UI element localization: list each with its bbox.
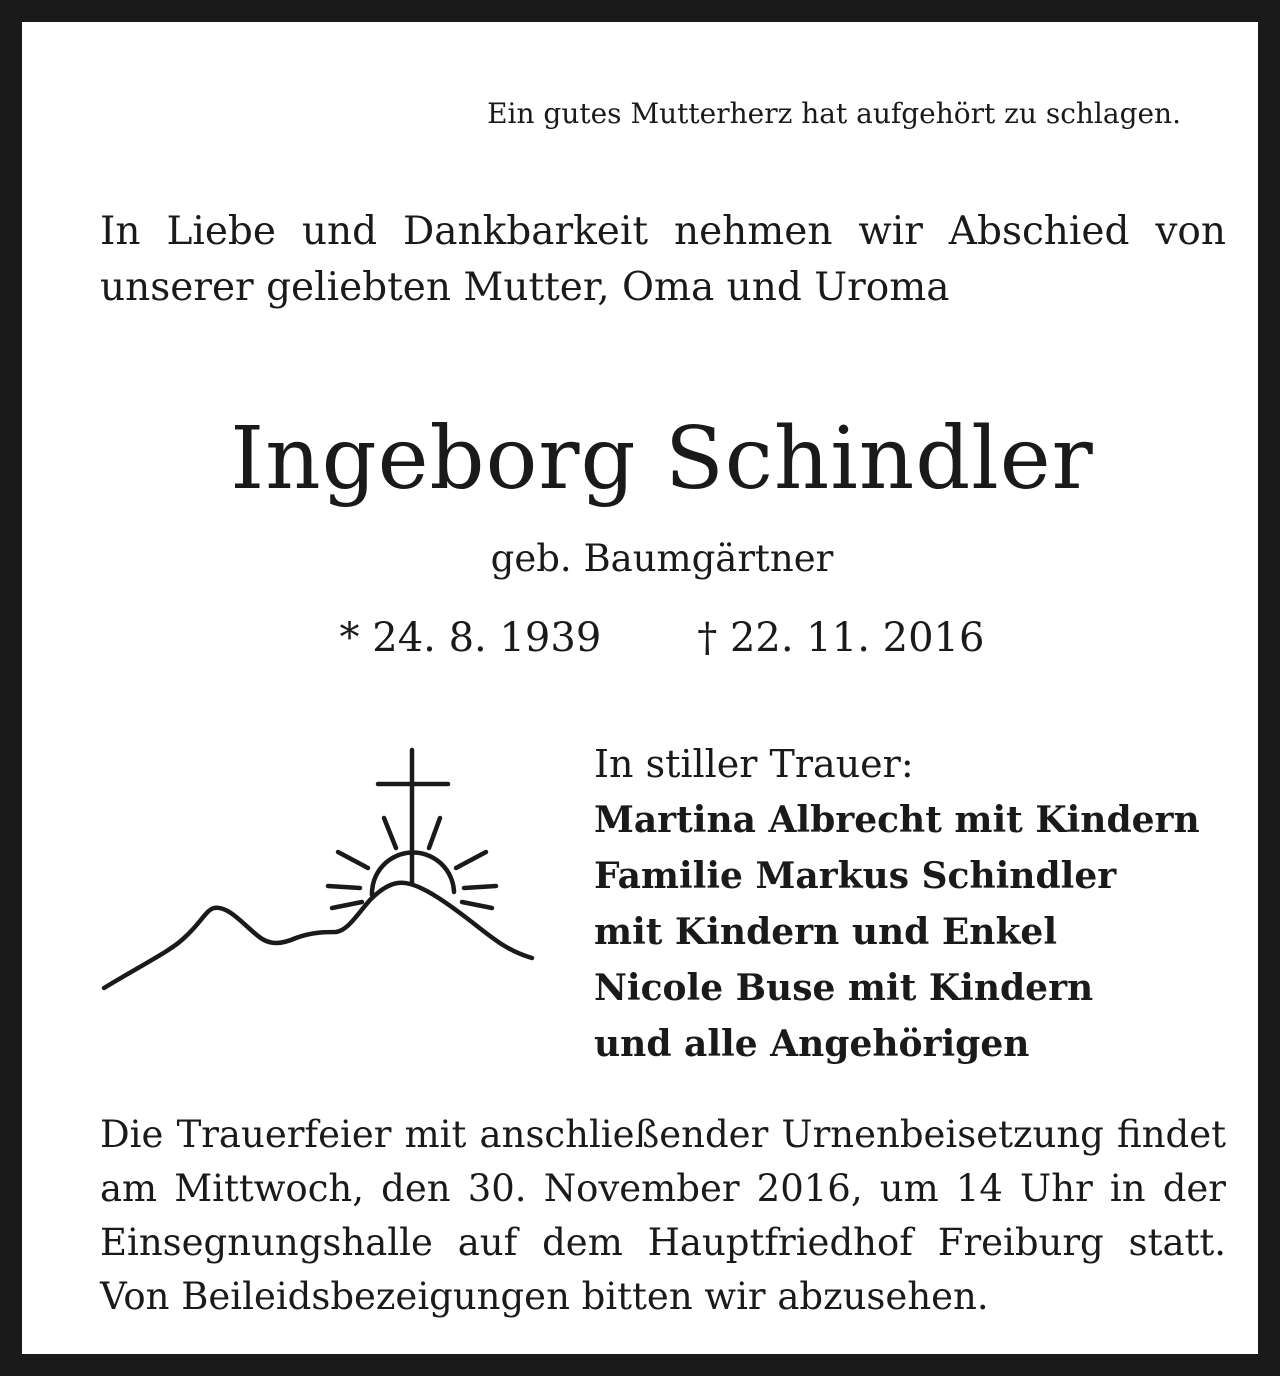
mourner-line: Martina Albrecht mit Kindern [594, 799, 1200, 841]
mourner-line: Familie Markus Schindler [594, 855, 1117, 897]
mourners-list [594, 736, 1200, 1072]
life-dates [22, 612, 1280, 664]
motto-text: Ein gutes Mutterherz hat aufgehört zu schlagen. [487, 97, 1181, 130]
birth-date: * 24. 8. 1939 [339, 615, 602, 661]
cross-on-mountain-with-sun-icon [92, 740, 552, 1000]
funeral-details: Die Trauerfeier mit anschließender Urnenbeisetzung findet am Mittwoch, den 30. November 2016, um 14 Uhr in der Einsegnungshalle auf dem Hauptfriedhof Freiburg statt. Von Beileidsbezeigungen bitten wir abzusehen. [100, 1113, 1226, 1318]
death-date: † 22. 11. 2016 [697, 615, 985, 661]
deceased-name: Ingeborg Schindler [230, 409, 1094, 509]
mourner-line: und alle Angehörigen [594, 1023, 1030, 1065]
mourner-line: Nicole Buse mit Kindern [594, 967, 1094, 1009]
maiden-name: geb. Baumgärtner [490, 537, 834, 580]
mourner-line: mit Kindern und Enkel [594, 911, 1058, 953]
mourners-lead: In stiller Trauer: [594, 742, 914, 786]
intro-text: In Liebe und Dankbarkeit nehmen wir Abschied von unserer geliebten Mutter, Oma und Uroma [100, 209, 1226, 310]
